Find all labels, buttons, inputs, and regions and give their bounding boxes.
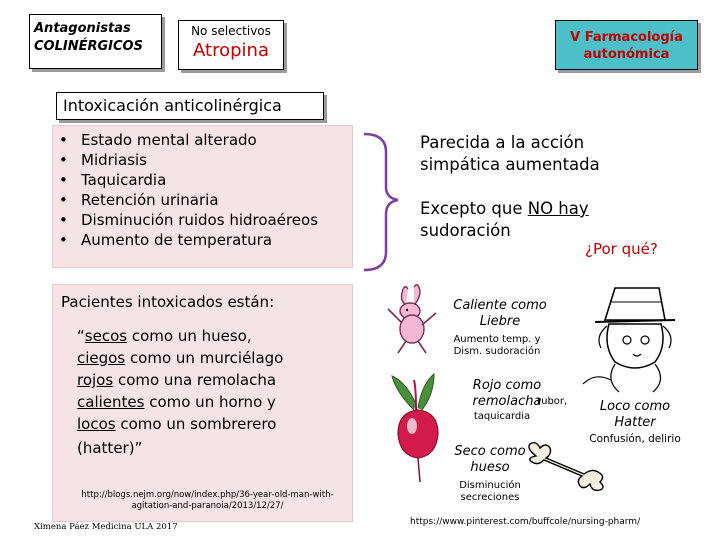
loco-sub-label: Confusión, delirio [589,433,681,445]
excepto-line1 [420,198,700,220]
bullet-icon: • [59,211,68,229]
mad-hatter-icon [575,284,695,394]
quote-line [77,325,347,347]
list-item [53,190,352,210]
farmacologia-box [555,20,698,70]
hatter-text: (hatter) [77,439,135,457]
no-hay-text: NO hay [527,199,589,218]
pacientes-box [52,284,353,522]
bullet-icon: • [59,171,68,189]
caliente-label: Caliente como Liebre [453,298,547,329]
quote-key: locos [77,415,116,433]
bracket-icon [360,132,400,272]
caliente-sub-label: Aumento temp. y Dism. sudoración [453,334,541,357]
symptom-list [53,130,352,250]
quote-key: rojos [77,371,114,389]
quote-rest: como un sombrerero [115,415,277,433]
close-quote: ” [134,439,143,457]
symptom-text: Midriasis [81,151,147,169]
quote-line [77,413,347,435]
list-item [53,130,352,150]
rabbit-icon [380,283,442,355]
quote-rest: como una remolacha [113,371,277,389]
bullet-icon: • [59,231,68,249]
pinterest-link[interactable]: https://www.pinterest.com/buffcole/nursing-pharm/ [410,517,641,527]
parecida-line1: Parecida a la acción [420,133,585,152]
seco-sub-label: Disminución secreciones [459,480,521,503]
seco-label: Seco como hueso [454,444,526,475]
antagonistas-label: Antagonistas [34,21,131,36]
bullet-icon: • [59,191,68,209]
quote-rest: como un murciélago [125,349,284,367]
colinergicos-label: COLINÉRGICOS [34,39,143,54]
excepto-text [420,198,700,268]
parecida-text [420,132,690,182]
quote-line [77,437,347,459]
sudoracion-text: sudoración [420,221,511,240]
list-item [53,230,352,250]
list-item [53,210,352,230]
no-selectivos-box [178,20,284,70]
quote-rest: como un horno y [144,393,276,411]
antagonistas-box [29,14,162,69]
quote-line [77,347,347,369]
bullet-icon: • [59,131,68,149]
quote-key: ciegos [77,349,126,367]
loco-label: Loco como Hatter [599,399,671,430]
list-item [53,170,352,190]
symptom-text: Retención urinaria [81,191,219,209]
symptom-list-box [52,125,353,268]
quote-line [77,369,347,391]
rojo-label: Rojo como remolacha [472,378,542,409]
quote-line [77,391,347,413]
beet-icon [388,372,446,484]
parecida-line2: simpática aumentada [420,155,600,174]
bullet-icon: • [59,151,68,169]
source-link[interactable]: http://blogs.nejm.org/now/index.php/36-year-old-man-with-agitation-and-paranoia/2013/12/27/ [81,490,334,511]
atropina-label: Atropina [193,40,269,61]
rojo-sub-label: taquicardia [473,411,531,422]
pacientes-quote [77,325,347,459]
por-que-text: ¿Por qué? [585,240,658,258]
list-item [53,150,352,170]
open-quote: “ [77,327,85,345]
author-credit: Ximena Páez Medicina ULA 2017 [34,522,178,532]
symptom-text: Taquicardia [81,171,167,189]
symptom-text: Estado mental alterado [81,131,257,149]
quote-key: calientes [77,393,145,411]
rubor-label: rubor, [537,396,568,407]
farmacologia-line2: autonómica [583,47,670,62]
quote-key: secos [84,327,128,345]
no-selectivos-label: No selectivos [191,24,271,38]
symptom-text: Aumento de temperatura [81,231,273,249]
quote-rest: como un hueso, [127,327,252,345]
pacientes-title: Pacientes intoxicados están: [61,293,275,311]
symptom-text: Disminución ruidos hidroaéreos [81,211,319,229]
farmacologia-line1: V Farmacología [570,30,683,45]
excepto-prefix: Excepto que [420,199,528,218]
intoxicacion-title: Intoxicación anticolinérgica [56,92,324,120]
